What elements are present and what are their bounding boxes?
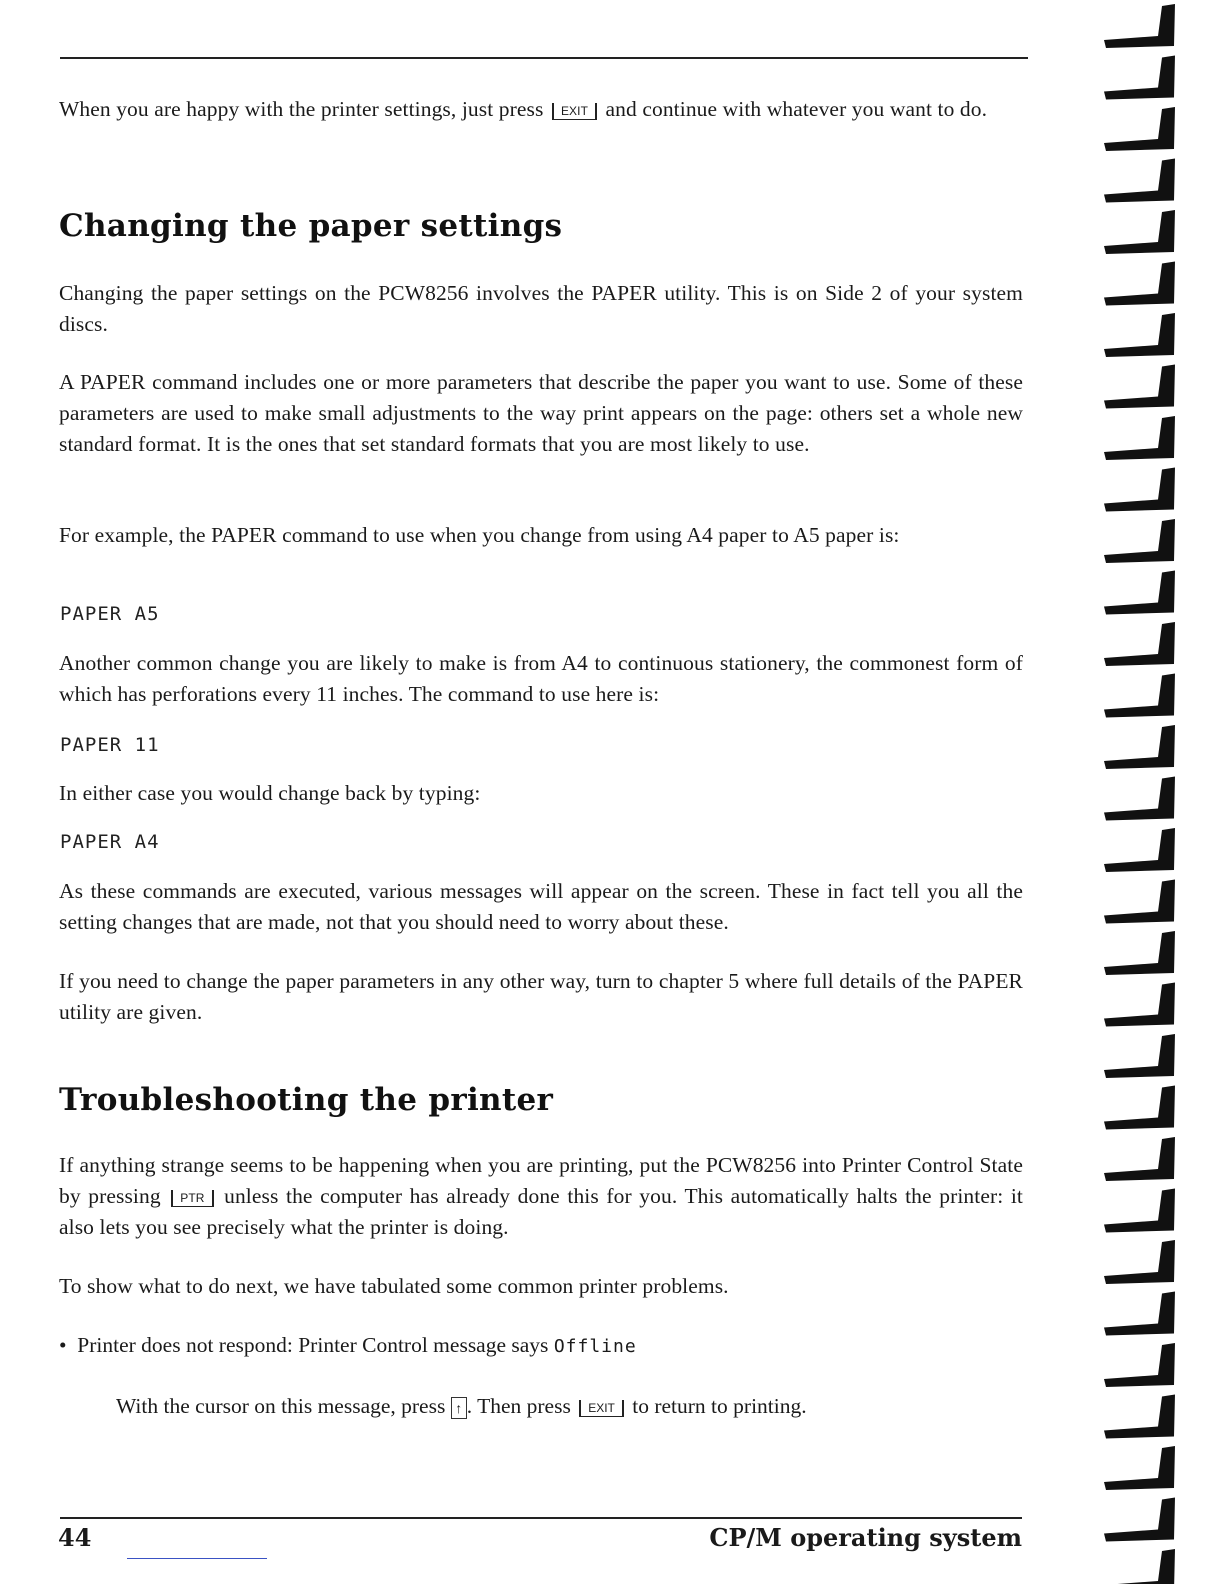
code-paper-11: PAPER 11 [60,734,160,756]
footer-rule [60,1517,1022,1519]
spiral-binding-strip [1100,0,1224,1584]
bullet-item [59,1333,637,1358]
heading-troubleshooting: Troubleshooting the printer [59,1082,554,1118]
binding-hook-icon [1104,828,1175,872]
binding-hook-icon [1104,1549,1175,1584]
bullet-text: Printer does not respond: Printer Control message says [77,1333,549,1357]
binding-hook-icon [1104,4,1175,48]
paper-paragraph-7: If you need to change the paper parameters in any other way, turn to chapter 5 where full details of the PAPER utility are given. [59,969,1023,1024]
binding-hook-icon [1104,777,1175,821]
instruction-text-mid: . Then press [466,1394,571,1418]
binding-hook-icon [1104,1498,1175,1542]
underline-artifact [127,1558,267,1559]
ptr-key: PTR [171,1190,213,1207]
bullet-dot-icon: • [59,1333,72,1357]
page-number: 44 [58,1523,92,1552]
cursor-up-key: ↑ [451,1397,467,1419]
binding-hook-icon [1104,107,1175,151]
binding-hook-icon [1104,159,1175,203]
paper-paragraph-4: Another common change you are likely to make is from A4 to continuous stationery, the commonest form of which has perforations every 11 inches. The command to use here is: [59,651,1023,706]
trouble-text-before: If anything strange seems to be happening when you are printing, put the PCW8256 into Printer Control State by pressing [59,1153,1023,1208]
instruction-text-before: With the cursor on this message, press [116,1394,446,1418]
exit-key-2: EXIT [579,1400,624,1417]
binding-hook-icon [1104,725,1175,769]
top-rule [60,57,1028,59]
binding-hook-icon [1104,468,1175,512]
binding-hook-icon [1104,1395,1175,1439]
binding-hook-icon [1104,519,1175,563]
intro-text-before: When you are happy with the printer settings, just press [59,97,544,121]
binding-hook-icon [1104,262,1175,306]
binding-hook-icon [1104,1240,1175,1284]
offline-message: Offline [553,1336,637,1357]
binding-hook-icon [1104,210,1175,254]
binding-hook-icon [1104,1189,1175,1233]
binding-hook-icon [1104,365,1175,409]
binding-hook-icon [1104,1034,1175,1078]
exit-key: EXIT [552,103,597,120]
binding-hook-icon [1104,1446,1175,1490]
instruction-line [116,1394,807,1419]
binding-hook-icon [1104,622,1175,666]
binding-hook-icon [1104,880,1175,924]
binding-hook-icon [1104,674,1175,718]
paper-paragraph-6: As these commands are executed, various messages will appear on the screen. These in fact tell you all the setting changes that are made, not that you should need to worry about these. [59,879,1023,934]
paper-paragraph-1: Changing the paper settings on the PCW8256 involves the PAPER utility. This is on Side 2 of your system discs. [59,281,1023,336]
binding-hook-icon [1104,416,1175,460]
trouble-paragraph-2: To show what to do next, we have tabulated some common printer problems. [59,1274,729,1298]
binding-hook-icon [1104,313,1175,357]
instruction-text-after: to return to printing. [632,1394,807,1418]
code-paper-a5: PAPER A5 [60,603,160,625]
heading-paper-settings: Changing the paper settings [59,208,563,244]
paper-paragraph-2: A PAPER command includes one or more parameters that describe the paper you want to use. Some of these parameters are used to make small adjustments to the way print appears on the page: others set a whole new standard format. It is the ones that set standard formats that you are most likely to use. [59,370,1023,456]
binding-hook-icon [1104,56,1175,100]
trouble-text-after: unless the computer has already done this for you. This automatically halts the printer: it also lets you see precisely what the printer is doing. [59,1184,1023,1239]
paper-paragraph-3: For example, the PAPER command to use when you change from using A4 paper to A5 paper is: [59,523,900,547]
intro-paragraph [59,94,1023,125]
binding-hook-icon [1104,1086,1175,1130]
binding-hook-icon [1104,931,1175,975]
binding-hook-icon [1104,1137,1175,1181]
binding-hook-icon [1104,571,1175,615]
paper-paragraph-5: In either case you would change back by typing: [59,781,481,805]
footer-title: CP/M operating system [709,1523,1022,1552]
binding-hook-icon [1104,983,1175,1027]
binding-hook-icon [1104,1343,1175,1387]
intro-text-after: and continue with whatever you want to do. [605,97,988,121]
trouble-paragraph-1 [59,1150,1023,1243]
binding-hook-icon [1104,1292,1175,1336]
code-paper-a4: PAPER A4 [60,831,160,853]
